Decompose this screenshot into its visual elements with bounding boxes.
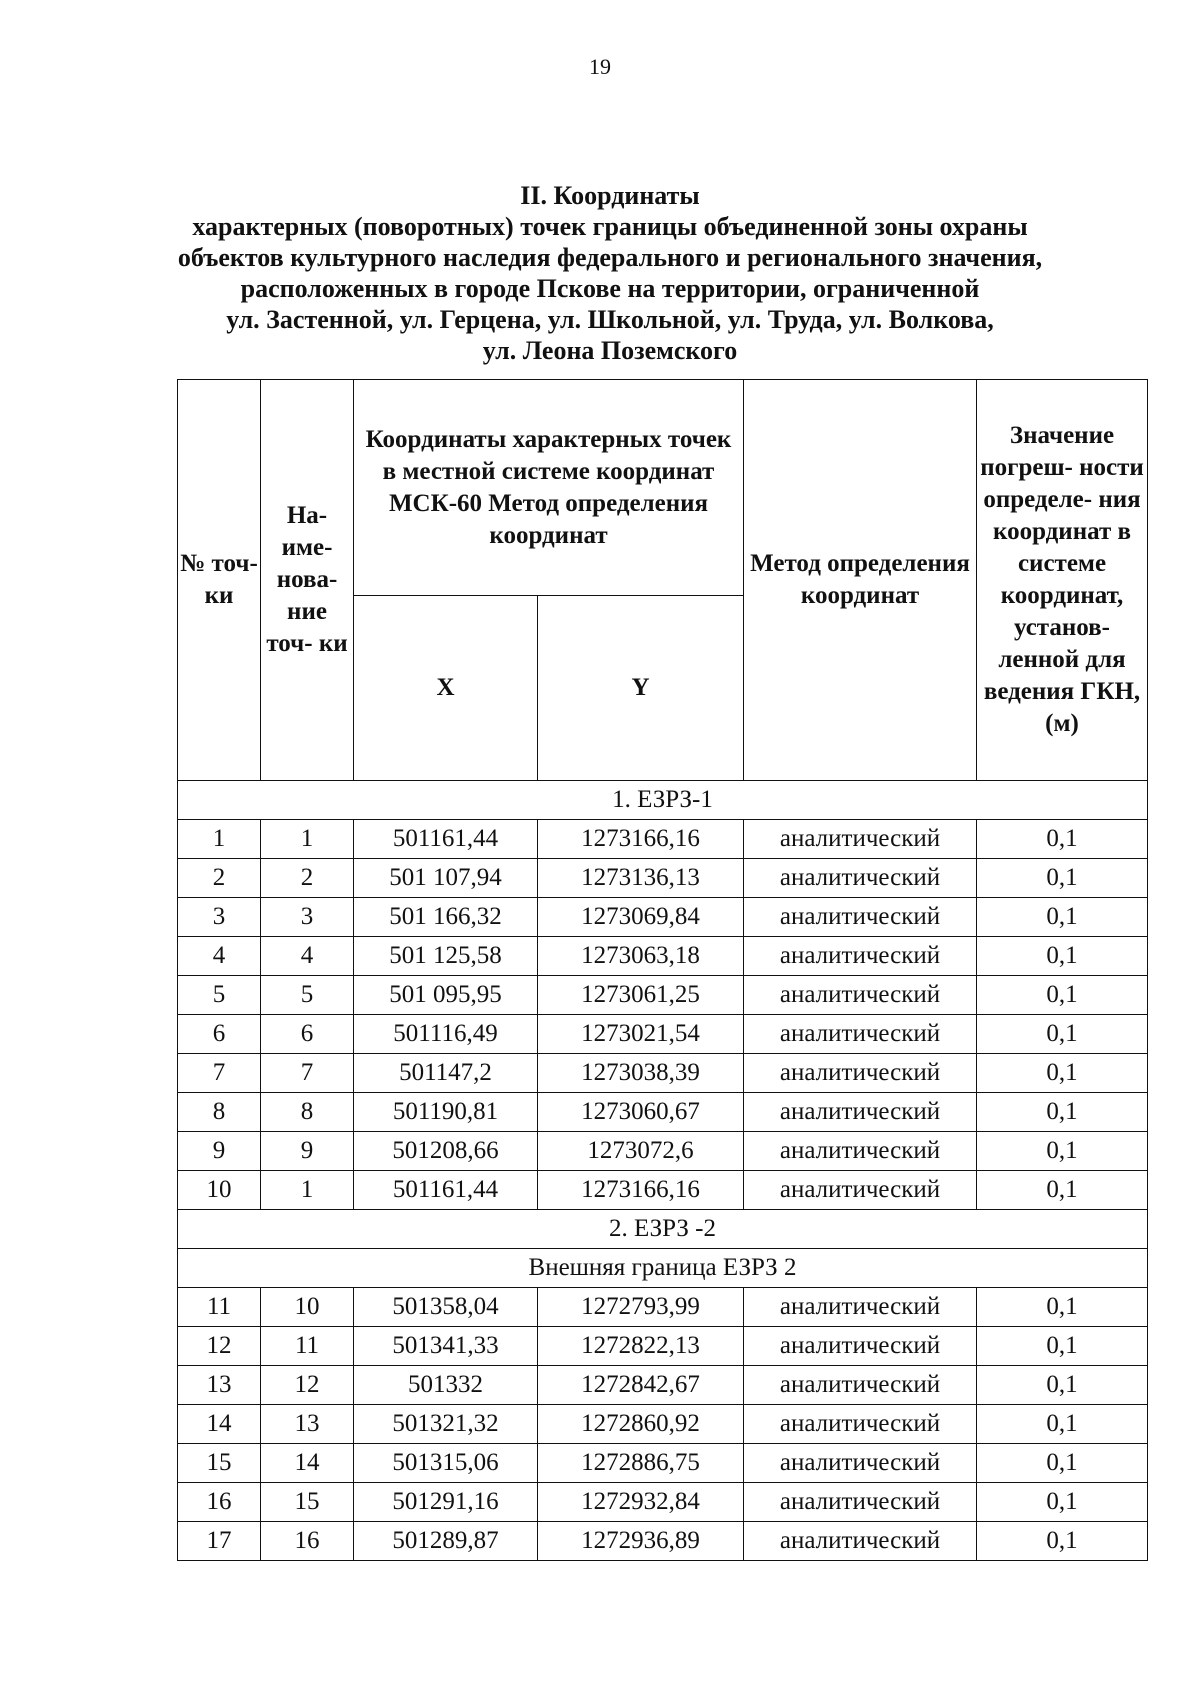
cell-error: 0,1 xyxy=(977,898,1148,937)
cell-error: 0,1 xyxy=(977,1054,1148,1093)
table-row xyxy=(178,1366,1148,1405)
cell-point-name: 12 xyxy=(261,1366,354,1405)
header-error: Значение погреш- ности определе- ния координат в системе координат, установ- ленной для ведения ГКН, (м) xyxy=(977,380,1148,781)
cell-point-name: 2 xyxy=(261,859,354,898)
cell-y: 1272932,84 xyxy=(538,1483,744,1522)
cell-x: 501116,49 xyxy=(354,1015,538,1054)
cell-error: 0,1 xyxy=(977,1171,1148,1210)
cell-error: 0,1 xyxy=(977,1132,1148,1171)
cell-x: 501315,06 xyxy=(354,1444,538,1483)
cell-point-name: 6 xyxy=(261,1015,354,1054)
cell-x: 501289,87 xyxy=(354,1522,538,1561)
cell-point-number: 6 xyxy=(178,1015,261,1054)
cell-method: аналитический xyxy=(744,1444,977,1483)
cell-error: 0,1 xyxy=(977,859,1148,898)
cell-y: 1272822,13 xyxy=(538,1327,744,1366)
cell-point-name: 1 xyxy=(261,1171,354,1210)
cell-y: 1273061,25 xyxy=(538,976,744,1015)
cell-point-number: 14 xyxy=(178,1405,261,1444)
cell-point-name: 5 xyxy=(261,976,354,1015)
header-point-name: На- име- нова- ние точ- ки xyxy=(261,380,354,781)
cell-x: 501291,16 xyxy=(354,1483,538,1522)
cell-y: 1273063,18 xyxy=(538,937,744,976)
table-row xyxy=(178,1483,1148,1522)
cell-method: аналитический xyxy=(744,1015,977,1054)
title-line: ул. Застенной, ул. Герцена, ул. Школьной, ул. Труда, ул. Волкова, xyxy=(226,305,994,334)
cell-x: 501 107,94 xyxy=(354,859,538,898)
table-row xyxy=(178,898,1148,937)
cell-method: аналитический xyxy=(744,1405,977,1444)
table-row xyxy=(178,1132,1148,1171)
cell-point-number: 13 xyxy=(178,1366,261,1405)
cell-y: 1273069,84 xyxy=(538,898,744,937)
cell-error: 0,1 xyxy=(977,1444,1148,1483)
cell-error: 0,1 xyxy=(977,1288,1148,1327)
table-row xyxy=(178,1288,1148,1327)
cell-method: аналитический xyxy=(744,1483,977,1522)
cell-error: 0,1 xyxy=(977,1015,1148,1054)
cell-point-name: 9 xyxy=(261,1132,354,1171)
cell-point-number: 2 xyxy=(178,859,261,898)
cell-method: аналитический xyxy=(744,1093,977,1132)
header-x: X xyxy=(354,596,538,781)
cell-method: аналитический xyxy=(744,1522,977,1561)
cell-point-name: 13 xyxy=(261,1405,354,1444)
coordinates-table xyxy=(177,379,1148,1561)
section-label: 1. ЕЗРЗ-1 xyxy=(178,781,1148,820)
cell-point-number: 17 xyxy=(178,1522,261,1561)
cell-point-number: 1 xyxy=(178,820,261,859)
title-line: характерных (поворотных) точек границы объединенной зоны охраны xyxy=(192,212,1028,241)
cell-x: 501321,32 xyxy=(354,1405,538,1444)
cell-point-name: 1 xyxy=(261,820,354,859)
section-row xyxy=(178,1249,1148,1288)
cell-x: 501 166,32 xyxy=(354,898,538,937)
cell-error: 0,1 xyxy=(977,1093,1148,1132)
section-label: Внешняя граница ЕЗРЗ 2 xyxy=(178,1249,1148,1288)
cell-method: аналитический xyxy=(744,1288,977,1327)
cell-x: 501161,44 xyxy=(354,1171,538,1210)
cell-method: аналитический xyxy=(744,937,977,976)
table-row xyxy=(178,1171,1148,1210)
cell-error: 0,1 xyxy=(977,1327,1148,1366)
cell-point-name: 16 xyxy=(261,1522,354,1561)
cell-point-number: 5 xyxy=(178,976,261,1015)
cell-y: 1273021,54 xyxy=(538,1015,744,1054)
cell-error: 0,1 xyxy=(977,937,1148,976)
cell-point-name: 4 xyxy=(261,937,354,976)
cell-point-number: 15 xyxy=(178,1444,261,1483)
cell-y: 1273072,6 xyxy=(538,1132,744,1171)
table-row xyxy=(178,820,1148,859)
cell-x: 501358,04 xyxy=(354,1288,538,1327)
cell-y: 1273166,16 xyxy=(538,820,744,859)
cell-error: 0,1 xyxy=(977,1405,1148,1444)
cell-point-number: 10 xyxy=(178,1171,261,1210)
cell-point-number: 3 xyxy=(178,898,261,937)
cell-point-name: 3 xyxy=(261,898,354,937)
table-row xyxy=(178,976,1148,1015)
cell-x: 501147,2 xyxy=(354,1054,538,1093)
page-number: 19 xyxy=(589,54,611,79)
table-row xyxy=(178,1444,1148,1483)
cell-point-number: 11 xyxy=(178,1288,261,1327)
cell-error: 0,1 xyxy=(977,976,1148,1015)
cell-point-name: 15 xyxy=(261,1483,354,1522)
cell-x: 501190,81 xyxy=(354,1093,538,1132)
cell-method: аналитический xyxy=(744,1171,977,1210)
cell-point-name: 11 xyxy=(261,1327,354,1366)
cell-point-number: 9 xyxy=(178,1132,261,1171)
cell-x: 501 095,95 xyxy=(354,976,538,1015)
table-row xyxy=(178,1093,1148,1132)
cell-error: 0,1 xyxy=(977,1522,1148,1561)
table-row xyxy=(178,859,1148,898)
cell-x: 501 125,58 xyxy=(354,937,538,976)
cell-point-name: 10 xyxy=(261,1288,354,1327)
table-row xyxy=(178,1054,1148,1093)
cell-method: аналитический xyxy=(744,1366,977,1405)
cell-method: аналитический xyxy=(744,1132,977,1171)
cell-method: аналитический xyxy=(744,859,977,898)
cell-y: 1272842,67 xyxy=(538,1366,744,1405)
cell-method: аналитический xyxy=(744,820,977,859)
header-coordinates: Координаты характерных точек в местной системе координат МСК-60 Метод определения координат xyxy=(354,380,744,596)
cell-x: 501341,33 xyxy=(354,1327,538,1366)
table-row xyxy=(178,1327,1148,1366)
table-row xyxy=(178,937,1148,976)
document-title xyxy=(160,180,1060,366)
table-row xyxy=(178,1015,1148,1054)
title-line: расположенных в городе Пскове на территории, ограниченной xyxy=(240,274,980,303)
title-line: II. Координаты xyxy=(520,181,700,210)
cell-point-name: 14 xyxy=(261,1444,354,1483)
cell-x: 501208,66 xyxy=(354,1132,538,1171)
cell-point-name: 7 xyxy=(261,1054,354,1093)
title-line: ул. Леона Поземского xyxy=(482,336,738,365)
table-row xyxy=(178,1405,1148,1444)
cell-method: аналитический xyxy=(744,976,977,1015)
cell-y: 1272793,99 xyxy=(538,1288,744,1327)
header-method: Метод определения координат xyxy=(744,380,977,781)
cell-method: аналитический xyxy=(744,1054,977,1093)
cell-point-number: 12 xyxy=(178,1327,261,1366)
section-label: 2. ЕЗРЗ -2 xyxy=(178,1210,1148,1249)
cell-y: 1272886,75 xyxy=(538,1444,744,1483)
header-y: Y xyxy=(538,596,744,781)
cell-point-name: 8 xyxy=(261,1093,354,1132)
cell-y: 1273136,13 xyxy=(538,859,744,898)
cell-error: 0,1 xyxy=(977,1483,1148,1522)
section-row xyxy=(178,1210,1148,1249)
header-point-number: № точ- ки xyxy=(178,380,261,781)
cell-error: 0,1 xyxy=(977,1366,1148,1405)
cell-y: 1272936,89 xyxy=(538,1522,744,1561)
cell-point-number: 7 xyxy=(178,1054,261,1093)
cell-x: 501332 xyxy=(354,1366,538,1405)
cell-method: аналитический xyxy=(744,1327,977,1366)
cell-x: 501161,44 xyxy=(354,820,538,859)
table-row xyxy=(178,1522,1148,1561)
title-line: объектов культурного наследия федерального и регионального значения, xyxy=(177,243,1043,272)
cell-point-number: 4 xyxy=(178,937,261,976)
section-row xyxy=(178,781,1148,820)
cell-error: 0,1 xyxy=(977,820,1148,859)
cell-y: 1272860,92 xyxy=(538,1405,744,1444)
cell-method: аналитический xyxy=(744,898,977,937)
cell-y: 1273038,39 xyxy=(538,1054,744,1093)
cell-y: 1273166,16 xyxy=(538,1171,744,1210)
cell-y: 1273060,67 xyxy=(538,1093,744,1132)
cell-point-number: 8 xyxy=(178,1093,261,1132)
cell-point-number: 16 xyxy=(178,1483,261,1522)
